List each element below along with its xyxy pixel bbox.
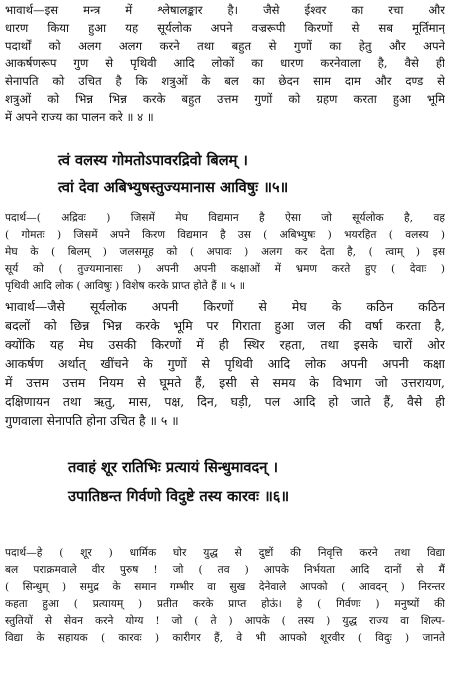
text-line: स्तुतियों से सेवन करने योग्य ! जो ( ते ) आपके ( तस्य ) युद्ध राज्य वा शिल्प-	[5, 615, 445, 627]
text-line: ( गोमतः ) जिसमें अपने किरण विद्यमान है उस ( अबिभ्युषः ) भयरहित ( वलस्य )	[5, 229, 445, 241]
text-line: विद्या के सहायक ( कारवः ) कारीगर हैं, वे भी आपको शूरवीर ( विदुः ) जानते	[5, 632, 445, 644]
mantra-5-line-1: त्वं वलस्य गोमतोऽपावरद्रिवो बिलम् ।	[58, 152, 248, 169]
text-line: धारण किया हुआ यह सूर्यलोक अपने वज्ररूपी किरणों से सब मूर्तिमान्	[5, 20, 445, 35]
text-line: भावार्थ—इस मन्त्र में श्लेषालङ्कार है। जैसे ईश्वर का रचा और	[5, 3, 445, 17]
mantra-6-line-1: तवाहं शूर रातिभिः प्रत्यायं सिन्धुमावदन् ।	[68, 459, 279, 476]
text-line: सेनापति को उचित है कि शत्रुओं के बल का छेदन साम दाम और दण्ड से	[5, 74, 445, 89]
text-line: बल पराक्रमवाले वीर पुरुष ! जो ( तव ) आपके निर्भयता आदि दानों से मैं	[5, 564, 445, 576]
text-line: पदार्थ—हे ( शूर ) धार्मिक घोर युद्ध से दुष्टों की निवृत्ति करने तथा विद्या	[5, 547, 445, 559]
text-line: पदार्थ—( अद्रिवः ) जिसमें मेघ विद्यमान है ऐसा जो सूर्यलोक है, वह	[5, 212, 445, 224]
text-line: गुणवाला सेनापति होना उचित है ॥ ५ ॥	[5, 413, 179, 428]
text-line: क्योंकि यह मेघ उसकी किरणों में ही स्थिर रहता, तथा इसके चारों ओर	[5, 337, 445, 352]
bhavartha-paragraph-4	[5, 2, 445, 127]
text-line: दक्षिणायन तथा ऋतु, मास, पक्ष, दिन, घड़ी, पल आदि हो जाते हैं, वैसे ही	[5, 394, 445, 409]
text-line: आकर्षणरूप गुण से पृथिवी आदि लोकों का धारण करनेवाला है, वैसे ही	[5, 56, 445, 71]
text-line: सूर्य को ( तुज्यमानासः ) अपनी अपनी कक्षाओं में भ्रमण करते हुए ( देवाः )	[5, 263, 445, 275]
mantra-5-line-2: त्वां देवा अबिभ्युषस्तुज्यमानास आविषुः ॥५॥	[58, 179, 289, 196]
padartha-paragraph-6	[5, 545, 445, 647]
text-line: पदार्थों को अलग अलग करने तथा बहुत से गुणों का हेतु और अपने	[5, 38, 445, 53]
text-line: में अपने राज्य का पालन करे ॥ ४ ॥	[5, 109, 154, 124]
text-line: ( सिन्धुम् ) समुद्र के समान गम्भीर वा सुख देनेवाले आपको ( आवदन् ) निरन्तर	[5, 581, 445, 593]
text-line: भावार्थ—जैसे सूर्यलोक अपनी किरणों से मेघ के कठिन कठिन	[5, 299, 445, 314]
padartha-paragraph-5	[5, 210, 445, 295]
text-line: मेघ के ( बिलम् ) जलसमूह को ( अपावः ) अलग कर देता है, ( त्वाम् ) इस	[5, 246, 445, 258]
bhavartha-paragraph-5	[5, 297, 445, 430]
text-line: शत्रुओं को भिन्न भिन्न करके बहुत उत्तम गुणों को ग्रहण करता हुआ भूमि	[5, 91, 445, 106]
text-line: आकर्षण अर्थात् खींचने के गुणों से पृथिवी आदि लोक अपनी अपनी कक्षा	[5, 356, 445, 371]
text-line: में उत्तम उत्तम नियम से घूमते हैं, इसी से समय के विभाग जो उत्तरायण,	[5, 375, 445, 390]
mantra-6-line-2: उपातिष्ठन्त गिर्वणो विदुष्टे तस्य कारवः ॥६॥	[68, 488, 290, 505]
text-line: बदलों को छिन्न भिन्न करके भूमि पर गिराता हुआ जल की वर्षा करता है,	[5, 318, 445, 333]
text-line: पृथिवी आदि लोक ( आविषुः ) विशेष करके प्राप्त होते हैं ॥ ५ ॥	[5, 280, 246, 292]
text-line: कहता हुआ ( प्रत्यायम् ) प्रतीत करके प्राप्त होऊं। हे ( गिर्वणः ) मनुष्यों की	[5, 598, 445, 610]
